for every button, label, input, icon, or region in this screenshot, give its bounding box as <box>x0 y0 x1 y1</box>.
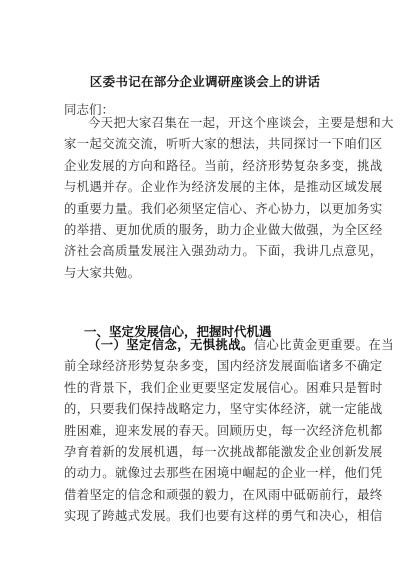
subheading-lead: （一）坚定信念，无惧挑战。 <box>88 338 254 352</box>
paragraph-line: 企业发展的方向和路径。当前，经济形势复杂多变，挑战 <box>64 158 383 173</box>
paragraph-line: 胜困难，迎来发展的春天。回顾历史，每一次经济危机都 <box>64 423 383 438</box>
section-heading: 一、坚定发展信心，把握时代机遇 <box>84 324 272 339</box>
paragraph-line: 借着坚定的信念和顽强的毅力，在风雨中砥砺前行，最终 <box>64 487 383 502</box>
paragraph-line: 的举措、更加优质的服务，助力企业做大做强，为全区经 <box>64 223 383 238</box>
paragraph-line: 济社会高质量发展注入强劲动力。下面，我讲几点意见， <box>64 244 383 259</box>
document-title: 区委书记在部分企业调研座谈会上的讲话 <box>89 74 321 89</box>
paragraph-line: 孕育着新的发展机遇，每一次挑战都能激发企业创新发展 <box>64 445 383 460</box>
paragraph-opening <box>64 113 394 284</box>
paragraph-line: 的，只要我们保持战略定力，坚守实体经济，就一定能战 <box>64 402 383 417</box>
paragraph-line: 前全球经济形势复杂多变，国内经济发展面临诸多不确定 <box>64 359 383 374</box>
paragraph-line: 的重要力量。我们必须坚定信心、齐心协力，以更加务实 <box>64 201 383 216</box>
paragraph-line: 性的背景下，我们企业更要坚定发展信心。困难只是暂时 <box>64 380 383 395</box>
salutation: 同志们： <box>64 102 115 117</box>
paragraph-line: 的动力。就像过去那些在困境中崛起的企业一样，他们凭 <box>64 466 383 481</box>
paragraph-line-rest: 信心比黄金更重要。在当 <box>253 338 394 352</box>
paragraph-line: 实现了跨越式发展。我们也要有这样的勇气和决心，相信 <box>64 509 383 524</box>
paragraph-line: 与大家共勉。 <box>64 265 141 280</box>
paragraph-line: 今天把大家召集在一起，开这个座谈会，主要是想和大 <box>88 116 394 130</box>
paragraph-confidence <box>64 335 394 528</box>
paragraph-first-line <box>64 335 394 356</box>
paragraph-line: 家一起交流交流，听听大家的想法，共同探讨一下咱们区 <box>64 137 383 152</box>
paragraph-line: 与机遇并存。企业作为经济发展的主体，是推动区域发展 <box>64 180 383 195</box>
